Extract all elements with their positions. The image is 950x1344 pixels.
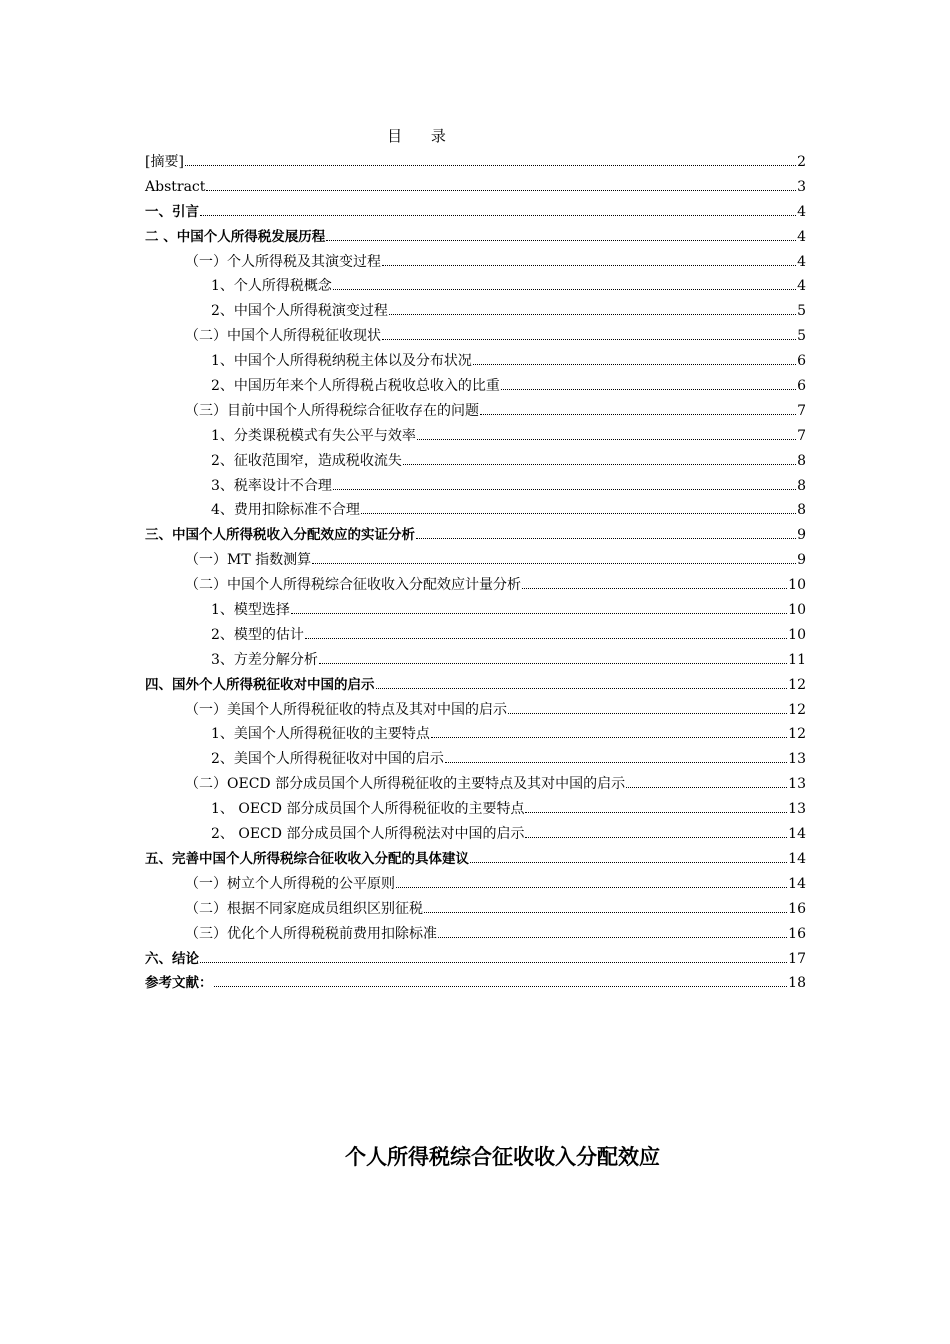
toc-entry-title: 1、个人所得税概念 (211, 278, 332, 295)
toc-entry[interactable] (145, 325, 806, 350)
toc-dot-leader (200, 214, 796, 216)
toc-dot-leader (525, 836, 787, 838)
toc-entry-title: （一）树立个人所得税的公平原则 (185, 875, 395, 892)
toc-entry[interactable] (145, 375, 806, 400)
toc-entry-page-number: 10 (788, 602, 806, 619)
toc-entry[interactable] (145, 923, 806, 948)
toc-entry[interactable] (145, 823, 806, 848)
toc-entry-page-number: 13 (788, 776, 806, 793)
toc-entry-title: 2、 OECD 部分成员国个人所得税法对中国的启示 (211, 826, 525, 843)
toc-entry-page-number: 6 (797, 378, 806, 395)
toc-entry-page-number: 14 (788, 850, 806, 867)
toc-entry[interactable] (145, 425, 806, 450)
toc-entry-title: 一、引言 (145, 203, 199, 220)
toc-dot-leader (522, 587, 787, 589)
toc-dot-leader (382, 264, 796, 266)
toc-entry[interactable] (145, 574, 806, 599)
toc-dot-leader (185, 164, 796, 166)
toc-dot-leader (361, 512, 796, 514)
toc-entry-page-number: 12 (788, 726, 806, 743)
toc-dot-leader (214, 985, 788, 987)
toc-dot-leader (206, 189, 796, 191)
toc-entry[interactable] (145, 674, 806, 699)
toc-dot-leader (417, 438, 796, 440)
toc-entry-page-number: 5 (797, 328, 806, 345)
toc-entry-title: 2、征收范围窄，造成税收流失 (211, 452, 402, 469)
toc-dot-leader (376, 687, 788, 689)
toc-entry-title: 2、中国个人所得税演变过程 (211, 303, 388, 320)
toc-dot-leader (389, 313, 796, 315)
toc-entry[interactable] (145, 226, 806, 251)
toc-entry-title: 六、结论 (145, 950, 199, 967)
toc-entry-title: 三、中国个人所得税收入分配效应的实证分析 (145, 527, 415, 544)
toc-dot-leader (382, 338, 796, 340)
toc-entry-title: （一）个人所得税及其演变过程 (185, 253, 381, 270)
toc-entry-title: 3、方差分解分析 (211, 651, 318, 668)
toc-dot-leader (473, 363, 796, 365)
toc-dot-leader (424, 911, 787, 913)
toc-entry-page-number: 9 (797, 527, 806, 544)
toc-entry-page-number: 6 (797, 353, 806, 370)
toc-entry-page-number: 2 (797, 154, 806, 170)
toc-entry-page-number: 10 (788, 577, 806, 594)
toc-entry[interactable] (145, 176, 806, 201)
toc-entry[interactable] (145, 873, 806, 898)
toc-entry-page-number: 14 (788, 826, 806, 843)
toc-entry-page-number: 10 (788, 626, 806, 643)
toc-dot-leader (403, 463, 796, 465)
toc-entry-page-number: 16 (788, 900, 806, 917)
toc-entry-page-number: 4 (797, 253, 806, 270)
toc-dot-leader (525, 811, 787, 813)
toc-dot-leader (312, 562, 796, 564)
toc-entry[interactable] (145, 624, 806, 649)
toc-dot-leader (416, 537, 796, 539)
toc-entry-title: （二）中国个人所得税征收现状 (185, 328, 381, 345)
toc-entry-page-number: 17 (788, 950, 806, 967)
toc-entry-page-number: 8 (797, 452, 806, 469)
toc-dot-leader (508, 712, 787, 714)
toc-entry[interactable] (145, 400, 806, 425)
toc-heading: 目 录 (387, 127, 458, 145)
toc-entry-title: [摘要] (145, 154, 184, 170)
toc-entry[interactable] (145, 450, 806, 475)
toc-entry-title: 4、费用扣除标准不合理 (211, 502, 360, 519)
toc-entry-title: （一）MT 指数测算 (185, 552, 312, 569)
toc-entry-page-number: 5 (797, 303, 806, 320)
toc-entry-title: （三）目前中国个人所得税综合征收存在的问题 (185, 402, 479, 419)
toc-entry[interactable] (145, 798, 806, 823)
toc-dot-leader (431, 736, 787, 738)
toc-dot-leader (333, 488, 796, 490)
toc-entry[interactable] (145, 972, 806, 997)
toc-entry-page-number: 7 (797, 427, 806, 444)
toc-entry[interactable] (145, 848, 806, 873)
document-title: 个人所得税综合征收收入分配效应 (345, 1145, 660, 1169)
table-of-contents (145, 151, 806, 997)
toc-entry[interactable] (145, 475, 806, 500)
toc-entry[interactable] (145, 599, 806, 624)
toc-entry-title: 四、国外个人所得税征收对中国的启示 (145, 676, 375, 693)
toc-entry[interactable] (145, 948, 806, 973)
toc-entry-title: Abstract (145, 178, 206, 195)
toc-entry-page-number: 8 (797, 502, 806, 519)
toc-entry-page-number: 13 (788, 751, 806, 768)
toc-dot-leader (501, 388, 796, 390)
toc-entry-page-number: 16 (788, 925, 806, 942)
toc-entry-page-number: 4 (797, 278, 806, 295)
toc-entry-page-number: 12 (788, 701, 806, 718)
toc-entry-page-number: 7 (797, 402, 806, 419)
toc-entry-page-number: 4 (797, 203, 806, 220)
toc-entry-page-number: 3 (797, 178, 806, 195)
toc-entry-title: 1、模型选择 (211, 602, 290, 619)
toc-dot-leader (438, 936, 787, 938)
toc-entry-title: 2、美国个人所得税征收对中国的启示 (211, 751, 444, 768)
toc-dot-leader (333, 288, 796, 290)
toc-dot-leader (319, 662, 787, 664)
toc-entry[interactable] (145, 723, 806, 748)
toc-entry[interactable] (145, 524, 806, 549)
toc-entry[interactable] (145, 251, 806, 276)
toc-entry-page-number: 9 (797, 552, 806, 569)
toc-entry-page-number: 12 (788, 676, 806, 693)
toc-entry-page-number: 13 (788, 801, 806, 818)
toc-dot-leader (396, 886, 787, 888)
toc-entry-title: 五、完善中国个人所得税综合征收收入分配的具体建议 (145, 850, 469, 867)
toc-dot-leader (626, 786, 787, 788)
toc-entry[interactable] (145, 898, 806, 923)
toc-entry-title: 1、 OECD 部分成员国个人所得税征收的主要特点 (211, 801, 525, 818)
toc-entry[interactable] (145, 151, 806, 176)
toc-dot-leader (445, 761, 787, 763)
toc-dot-leader (305, 637, 787, 639)
toc-entry[interactable] (145, 649, 806, 674)
toc-dot-leader (200, 961, 787, 963)
toc-entry-title: （一）美国个人所得税征收的特点及其对中国的启示 (185, 701, 507, 718)
toc-entry-title: （二）OECD 部分成员国个人所得税征收的主要特点及其对中国的启示 (185, 776, 626, 793)
toc-dot-leader (470, 861, 787, 863)
toc-entry[interactable] (145, 300, 806, 325)
toc-entry-page-number: 18 (788, 975, 806, 992)
toc-entry-title: （二）根据不同家庭成员组织区别征税 (185, 900, 423, 917)
toc-entry-title: 2、模型的估计 (211, 626, 304, 643)
toc-entry[interactable] (145, 748, 806, 773)
toc-entry-page-number: 11 (788, 651, 806, 668)
toc-entry-title: 参考文献： (145, 975, 213, 992)
toc-entry-title: 1、分类课税模式有失公平与效率 (211, 427, 416, 444)
toc-entry-page-number: 4 (797, 228, 806, 245)
toc-entry-title: 1、中国个人所得税纳税主体以及分布状况 (211, 353, 472, 370)
toc-entry-title: 1、美国个人所得税征收的主要特点 (211, 726, 430, 743)
toc-entry-title: （三）优化个人所得税税前费用扣除标准 (185, 925, 437, 942)
toc-dot-leader (291, 612, 787, 614)
toc-entry-page-number: 8 (797, 477, 806, 494)
toc-entry[interactable] (145, 350, 806, 375)
toc-entry-page-number: 14 (788, 875, 806, 892)
toc-entry[interactable] (145, 549, 806, 574)
toc-entry[interactable] (145, 275, 806, 300)
toc-entry-title: 二 、中国个人所得税发展历程 (145, 228, 326, 245)
toc-entry-title: 3、税率设计不合理 (211, 477, 332, 494)
toc-entry[interactable] (145, 699, 806, 724)
toc-entry-title: （二）中国个人所得税综合征收收入分配效应计量分析 (185, 577, 521, 594)
toc-entry[interactable] (145, 499, 806, 524)
toc-dot-leader (480, 413, 796, 415)
toc-dot-leader (326, 239, 796, 241)
toc-entry-title: 2、中国历年来个人所得税占税收总收入的比重 (211, 378, 500, 395)
toc-entry[interactable] (145, 201, 806, 226)
toc-entry[interactable] (145, 773, 806, 798)
